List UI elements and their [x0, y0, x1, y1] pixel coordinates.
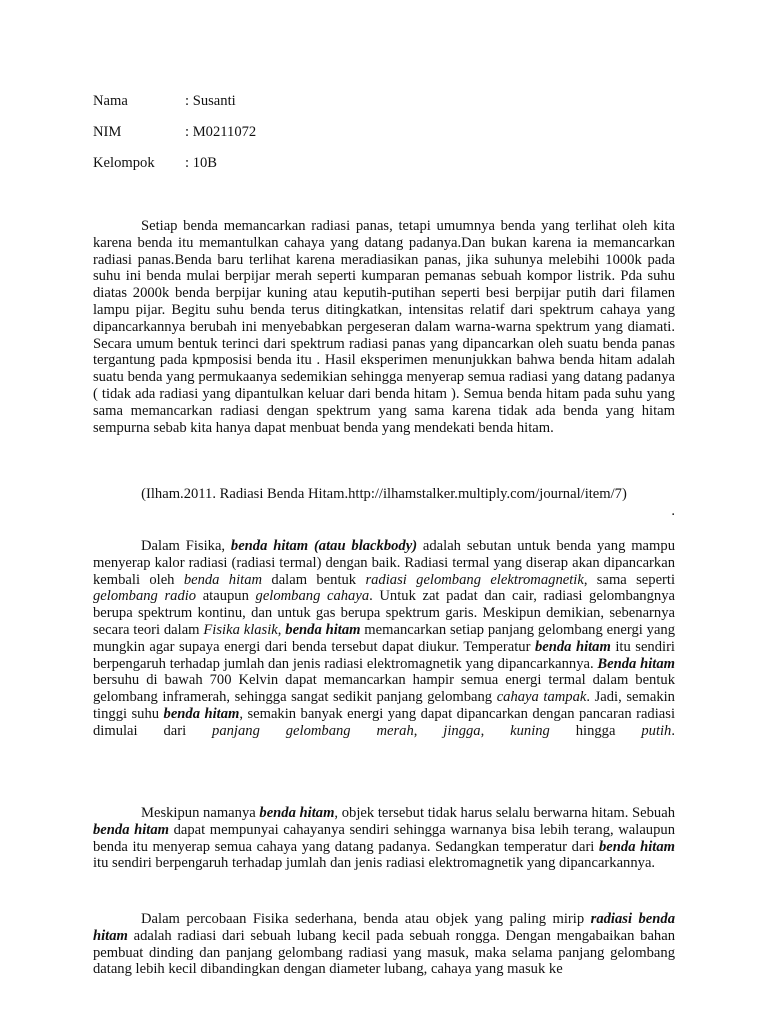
term-bold: benda hitam [93, 821, 169, 838]
group-label: Kelompok [93, 155, 155, 171]
text: , sama seperti [583, 571, 676, 588]
nim-row [93, 124, 256, 141]
text: . Jadi, semakin tinggi suhu [93, 689, 675, 722]
term-bold: benda hitam [599, 838, 675, 855]
nim-value: : M0211072 [185, 124, 257, 140]
text: . [671, 722, 675, 739]
nim-label: NIM [93, 124, 122, 140]
text: adalah sebutan untuk benda yang mampu menyerap kalor radiasi (radiasi termal) dengan baik. Radiasi termal yang diserap akan dipancarkan kembali oleh [93, 538, 675, 588]
text: Dalam Fisika, [141, 538, 231, 554]
paragraph-2 [93, 538, 675, 740]
term-italic: gelombang radio [93, 588, 197, 605]
term-italic: gelombang cahaya [255, 588, 370, 605]
text: , [413, 722, 444, 739]
paragraph-3-block [93, 805, 675, 872]
term-bold: radiasi benda hitam [93, 911, 675, 944]
text: Meskipun namanya [141, 805, 260, 821]
text: dapat mempunyai cahayanya sendiri sehingga warnanya bisa lebih terang, walaupun benda itu menyerap semua cahaya yang datang padanya. Sedangkan temperatur dari [93, 821, 675, 855]
citation-block [93, 486, 675, 520]
term-italic: kuning [510, 722, 550, 739]
text: itu sendiri berpengaruh terhadap jumlah dan jenis radiasi elektromagnetik yang dipancarkannya. [93, 855, 656, 872]
term-italic: radiasi gelombang elektromagnetik [365, 571, 584, 588]
paragraph-3 [93, 805, 675, 872]
text: . Untuk zat padat dan cair, radiasi gelombangnya berupa spektrum kontinu, dan untuk gas berupa spektrum garis. Meskipun demikian, sebenarnya secara teori dalam [93, 588, 675, 638]
term-italic: Fisika klasik [203, 621, 278, 638]
name-value: : Susanti [185, 93, 236, 109]
text: bersuhu di bawah 700 Kelvin dapat memancarkan hampir semua energi termal dalam bentuk gelombang inframerah, sehingga sangat sedikit panjang gelombang [93, 672, 675, 706]
paragraph-4-block [93, 911, 675, 978]
text: adalah radiasi dari sebuah lubang kecil pada sebuah rongga. Dengan mengabaikan bahan pembuat dinding dan panjang gelombang radiasi yang masuk, maka selama panjang gelombang datang lebih kecil dibandingkan dengan diameter lubang, cahaya yang masuk ke [93, 927, 675, 978]
name-label: Nama [93, 93, 128, 109]
text: itu sendiri berpengaruh terhadap jumlah dan jenis radiasi elektromagnetik yang dipancarkannya. [93, 638, 675, 672]
term-italic: panjang gelombang merah [212, 722, 414, 739]
term-italic: putih [641, 722, 672, 739]
paragraph-2-block [93, 538, 675, 740]
term-bold: benda hitam (atau blackbody) [230, 538, 418, 554]
term-bold: Benda hitam [597, 655, 675, 672]
text: Dalam percobaan Fisika sederhana, benda atau objek yang paling mirip [141, 911, 591, 927]
text: memancarkan setiap panjang gelombang energi yang mungkin agar supaya energi dari benda tersebut dapat diukur. Temperatur [93, 621, 676, 655]
paragraph-4 [93, 911, 675, 978]
term-bold: benda hitam [259, 805, 335, 821]
paragraph-1: Setiap benda memancarkan radiasi panas, tetapi umumnya benda yang terlihat oleh kita karena benda itu memantulkan cahaya yang datang padanya.Dan bukan karena ia memancarkan radiasi panas.Benda baru terlihat karena meradiasikan panas, jika suhunya melebihi 1000k pada suhu ini benda mulai berpijar merah seperti kumparan pemanas sebuah kompor listrik. Pda suhu diatas 2000k benda berpijar kuning atau keputih-putihan seperti besi berpijar putih dari filamen lampu pijar. Begitu suhu benda terus ditingkatkan, intensitas relatif dari spektrum cahaya yang dipancarkannya berubah ini menyebabkan pergeseran dalam warna-warna spektrum yang diamati. Secara umum bentuk terinci dari spektrum radiasi panas yang dipancarkan oleh suatu benda panas tergantung pada kpmposisi benda itu . Hasil eksperimen menunjukkan bahwa benda hitam adalah suatu benda yang permukaanya sedemikian sehingga menyerap semua radiasi yang datang padanya ( tidak ada radiasi yang dipantulkan keluar dari benda hitam ). Semua benda hitam pada suhu yang sama memancarkan radiasi dengan spektrum yang sama karena tidak ada benda yang hitam sempurna sebab kita hanya dapat menbuat benda yang mendekati benda hitam. [93, 218, 675, 436]
text: , [480, 722, 511, 739]
text: dalam bentuk [262, 571, 366, 588]
group-value: : 10B [185, 155, 218, 171]
text: ataupun [196, 588, 256, 605]
citation: (Ilham.2011. Radiasi Benda Hitam.http://ilhamstalker.multiply.com/journal/item/7) [141, 486, 627, 502]
text: , semakin banyak energi yang dapat dipancarkan dengan pancaran radiasi dimulai dari [93, 705, 675, 739]
group-row [93, 155, 217, 172]
paragraph-1-block [93, 218, 675, 436]
citation-dot: . [671, 502, 675, 519]
text: , objek tersebut tidak harus selalu berwarna hitam. Sebuah [334, 805, 675, 821]
term-bold: benda hitam [534, 638, 611, 655]
text: hingga [549, 722, 642, 739]
term-italic: benda hitam [183, 571, 263, 588]
term-bold: benda hitam [163, 705, 240, 722]
text: , [277, 621, 286, 638]
term-italic: jingga [443, 722, 481, 739]
term-bold: benda hitam [285, 621, 361, 638]
term-italic: cahaya tampak [496, 689, 587, 706]
name-row [93, 93, 236, 110]
